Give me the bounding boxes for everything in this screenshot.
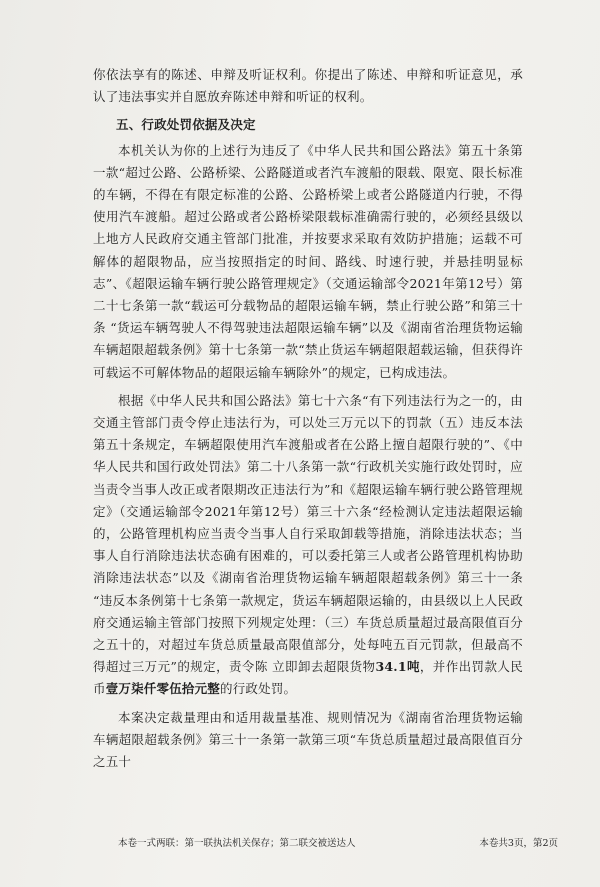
- overload-amount: 34.1吨: [375, 659, 420, 675]
- page-footer: [118, 835, 558, 849]
- footer-copies-note: 本卷一式两联：第一联执法机关保存；第二联交被送达人: [118, 838, 356, 849]
- section-heading: 五、行政处罚依据及决定: [116, 117, 256, 133]
- penalty-basis-text: 根据《中华人民共和国公路法》第七十六条“有下列违法行为之一的，由交通主管部门责令停止违法行为，可以处三万元以下的罚款（五）违反本法第五十条规定，车辆超限使用汽车渡船或者在公路上擅自超限行驶的”、《中华人民共和国行政处罚法》第二十八条第一款“行政机关实施行政处罚时，应当责令当事人改正或者限期改正违法行为”和《超限运输车辆行驶公路管理规定》（交通运输部令2021年第12号）第三十六条“经检测认定违法超限运输的，公路管理机构应当责令当事人自行采取卸载等措施，消除违法状态；当事人自行消除违法状态确有困难的，可以委托第三人或者公路管理机构协助消除违法状态”以及《湖南省治理货物运输车辆超限超载条例》第三十一条 “违反本条例第十七条第一款规定，货运车辆超限运输的，由县级以上人民政府交通运输主管部门按照下列规定处理：（三）车货总质量超过最高限值百分之五十的，对超过车货总质量最高限值部分，处每吨五百元罚款，但最高不得超过三万元”的规定，责令陈 立即卸去超限货物: [93, 392, 523, 675]
- document-body: [93, 64, 523, 773]
- fine-amount: 壹万柒仟零伍拾元整: [105, 681, 221, 697]
- paragraph-violation: 本机关认为你的上述行为违反了《中华人民共和国公路法》第五十条第一款“超过公路、公路桥梁、公路隧道或者汽车渡船的限载、限宽、限长标准的车辆，不得在有限定标准的公路、公路桥梁上或者公路隧道内行驶，不得使用汽车渡船。超过公路或者公路桥梁限载标准确需行驶的，必须经县级以上地方人民政府交通主管部门批准，并按要求采取有效防护措施；运载不可解体的超限物品，应当按照指定的时间、路线、时速行驶，并悬挂明显标志”、《超限运输车辆行驶公路管理规定》（交通运输部令2021年第12号）第二十七条第一款“载运可分载物品的超限运输车辆，禁止行驶公路”和第三十条 “货运车辆驾驶人不得驾驶违法超限运输车辆”以及《湖南省治理货物运输车辆超限超载条例》第十七条第一款“禁止货运车辆超限超载运输，但获得许可载运不可解体物品的超限运输车辆除外”的规定，已构成违法。: [93, 142, 523, 380]
- paragraph-discretion: 本案决定裁量理由和适用裁量基准、规则情况为《湖南省治理货物运输车辆超限超载条例》第三十一条第一款第三项“车货总质量超过最高限值百分之五十: [93, 709, 523, 770]
- footer-page-info: 本卷共3页，第2页: [479, 838, 558, 849]
- penalty-basis-text-mid: ，并作出罚款人民币: [93, 659, 523, 697]
- penalty-basis-text-end: 的行政处罚。: [220, 681, 297, 697]
- paragraph-rights: 你依法享有的陈述、申辩及听证权利。你提出了陈述、申辩和听证意见，承认了违法事实并自愿放弃陈述申辩和听证的权利。: [93, 67, 523, 105]
- paragraph-penalty-basis: [93, 390, 523, 701]
